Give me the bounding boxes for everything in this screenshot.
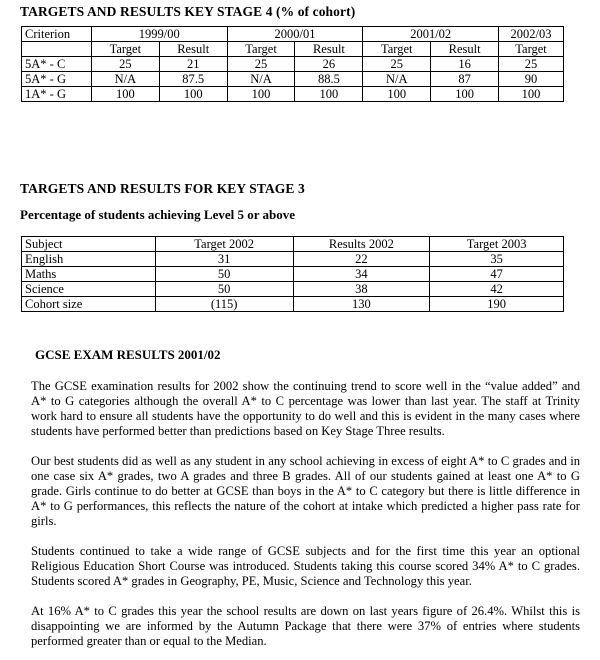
ks4-row <box>22 57 564 72</box>
gcse-paragraph: Our best students did as well as any student in any school achieving in excess of eight A* to C grades and in one case six A* grades, two A grades and three B grades. All of our students gained at least one A* to G grade. Girls continue to do better at GCSE than boys in the A* to C category but there is little difference in A* to G performances, this reflects the nature of the cohort at intake which predicted a higher pass rate for girls. <box>31 454 580 528</box>
ks4-cell: 25 <box>363 57 431 72</box>
ks4-subheader-row <box>22 42 564 57</box>
ks4-subheader: Target <box>91 42 159 57</box>
ks3-cell: 35 <box>430 252 564 267</box>
ks4-subheader: Result <box>159 42 227 57</box>
ks3-cell: 38 <box>293 282 430 297</box>
ks3-column-header: Target 2003 <box>430 237 564 252</box>
ks3-row <box>22 297 564 312</box>
ks3-cell: 130 <box>293 297 430 312</box>
ks4-cell: 25 <box>499 57 564 72</box>
gcse-body <box>31 379 580 649</box>
ks4-row <box>22 87 564 102</box>
ks4-cell: 87.5 <box>159 72 227 87</box>
ks4-year-row <box>22 27 564 42</box>
ks3-cell: 22 <box>293 252 430 267</box>
ks4-cell: N/A <box>227 72 295 87</box>
ks4-cell: 21 <box>159 57 227 72</box>
ks4-cell: N/A <box>91 72 159 87</box>
ks4-subheader: Target <box>363 42 431 57</box>
ks4-cell: 100 <box>499 87 564 102</box>
ks4-cell: 100 <box>431 87 499 102</box>
ks3-subject: Science <box>22 282 156 297</box>
ks3-cell: 47 <box>430 267 564 282</box>
ks3-column-header: Subject <box>22 237 156 252</box>
ks4-criterion: 1A* - G <box>22 87 92 102</box>
ks4-criterion: 5A* - C <box>22 57 92 72</box>
ks4-cell: N/A <box>363 72 431 87</box>
ks4-year-header: 2001/02 <box>363 27 499 42</box>
ks3-cell: 31 <box>155 252 293 267</box>
ks3-row <box>22 267 564 282</box>
ks4-heading: TARGETS AND RESULTS KEY STAGE 4 (% of cohort) <box>20 4 356 19</box>
ks4-cell: 87 <box>431 72 499 87</box>
ks3-subject: Maths <box>22 267 156 282</box>
ks4-year-header: 2002/03 <box>499 27 564 42</box>
ks4-year-header: 1999/00 <box>91 27 227 42</box>
ks3-cell: 42 <box>430 282 564 297</box>
ks3-table <box>21 236 564 312</box>
ks4-year-header: 2000/01 <box>227 27 363 42</box>
ks3-cell: 34 <box>293 267 430 282</box>
ks4-cell: 26 <box>295 57 363 72</box>
gcse-heading: GCSE EXAM RESULTS 2001/02 <box>35 347 221 362</box>
gcse-paragraph: Students continued to take a wide range of GCSE subjects and for the first time this year an optional Religious Education Short Course was introduced. Students taking this course scored 34% A* to C grades. Students scored A* grades in Geography, PE, Music, Science and Technology this year. <box>31 544 580 588</box>
ks4-cell: 100 <box>159 87 227 102</box>
ks3-column-header: Results 2002 <box>293 237 430 252</box>
ks3-column-header: Target 2002 <box>155 237 293 252</box>
ks4-table <box>21 26 564 102</box>
gcse-paragraph: At 16% A* to C grades this year the school results are down on last years figure of 26.4%. Whilst this is disappointing we are informed by the Autumn Package that there were 37% of entries where students performed greater than or equal to the Median. <box>31 604 580 648</box>
ks4-cell: 100 <box>363 87 431 102</box>
ks4-cell: 25 <box>91 57 159 72</box>
ks4-cell: 16 <box>431 57 499 72</box>
ks3-row <box>22 282 564 297</box>
ks4-subheader: Result <box>431 42 499 57</box>
ks4-cell: 88.5 <box>295 72 363 87</box>
ks4-criterion: 5A* - G <box>22 72 92 87</box>
ks3-cell: 50 <box>155 282 293 297</box>
ks4-cell: 100 <box>295 87 363 102</box>
gcse-paragraph: The GCSE examination results for 2002 show the continuing trend to score well in the “value added” and A* to G categories although the overall A* to C percentage was lower than last year. The staff at Trinity work hard to ensure all students have the opportunity to do well and this is evident in the many cases where students have performed better than predictions based on Key Stage Three results. <box>31 379 580 438</box>
ks3-cell: (115) <box>155 297 293 312</box>
ks4-cell: 100 <box>91 87 159 102</box>
ks4-criterion-header: Criterion <box>22 27 92 42</box>
ks3-row <box>22 252 564 267</box>
ks4-subheader: Result <box>295 42 363 57</box>
ks3-subject: Cohort size <box>22 297 156 312</box>
ks3-cell: 190 <box>430 297 564 312</box>
ks3-subject: English <box>22 252 156 267</box>
ks3-heading: TARGETS AND RESULTS FOR KEY STAGE 3 <box>20 181 305 196</box>
ks4-cell: 100 <box>227 87 295 102</box>
ks3-header-row <box>22 237 564 252</box>
ks3-cell: 50 <box>155 267 293 282</box>
ks3-subheading: Percentage of students achieving Level 5 or above <box>20 207 296 222</box>
ks4-empty-cell <box>22 42 92 57</box>
ks4-subheader: Target <box>227 42 295 57</box>
ks4-cell: 90 <box>499 72 564 87</box>
ks4-subheader: Target <box>499 42 564 57</box>
ks4-row <box>22 72 564 87</box>
ks4-cell: 25 <box>227 57 295 72</box>
